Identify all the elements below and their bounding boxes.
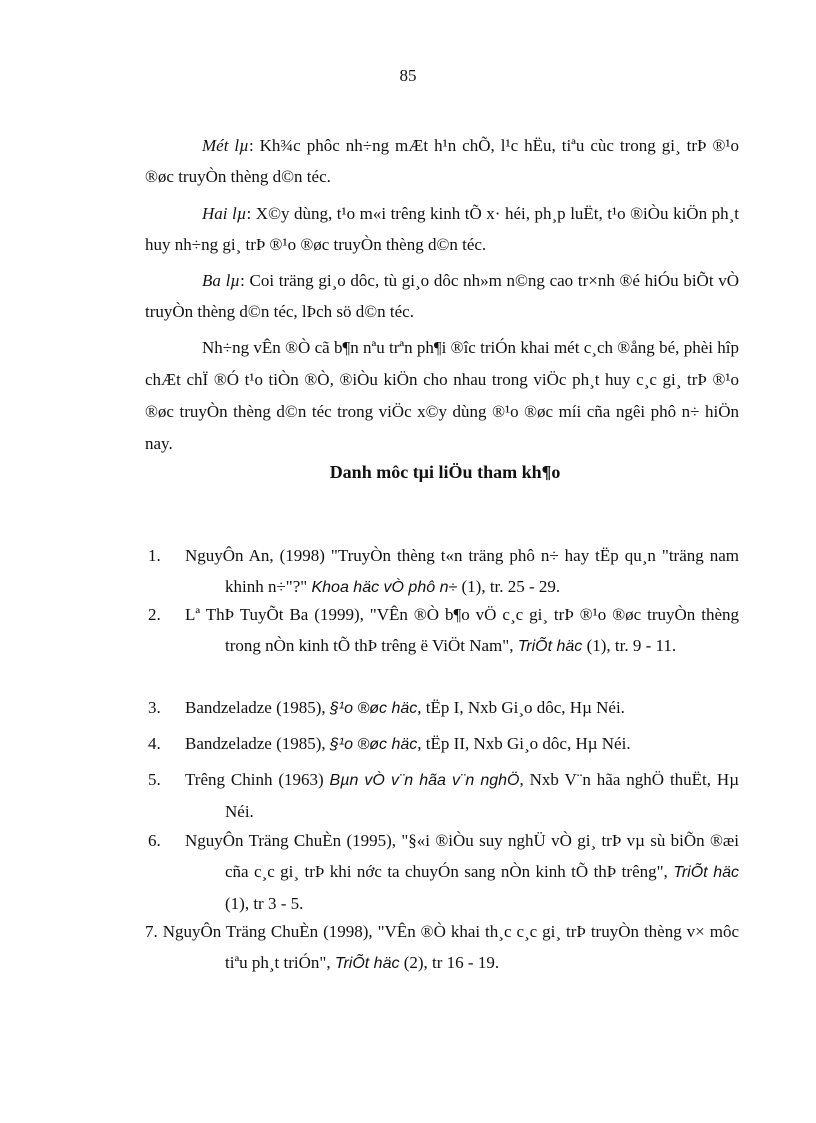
paragraph-lead: Ba lµ bbox=[202, 271, 241, 290]
reference-number: 2. bbox=[148, 605, 161, 624]
reference-number: 6. bbox=[148, 831, 161, 850]
reference-item bbox=[145, 692, 739, 724]
page-number: 85 bbox=[399, 66, 417, 85]
reference-text bbox=[185, 692, 739, 724]
references-heading: Danh môc tµi liÖu tham kh¶o bbox=[329, 462, 561, 482]
reference-pages: , tËp I, Nxb Gi¸o dôc, Hµ Néi. bbox=[417, 698, 625, 717]
reference-citation: Bandzeladze (1985), bbox=[185, 698, 330, 717]
reference-source-title: TriÕt häc bbox=[334, 955, 400, 972]
paragraph-lead: Hai lµ bbox=[202, 204, 247, 223]
reference-source-title: Bµn vÒ v¨n hãa v¨n nghÖ bbox=[329, 772, 520, 789]
reference-text bbox=[145, 916, 739, 979]
reference-pages: (2), tr 16 - 19. bbox=[399, 953, 500, 972]
reference-pages: (1), tr 3 - 5. bbox=[225, 894, 304, 913]
reference-text bbox=[185, 728, 739, 760]
paragraph-point-one bbox=[145, 130, 739, 192]
reference-citation: NguyÔn Träng ChuÈn (1995), "§«i ®iÒu suy nghÜ vÒ gi¸ trÞ vµ sù biÕn ®æi cña c¸c gi¸ trÞ khi nớc ta chuyÓn sang nÒn kinh tÕ thÞ trêng", bbox=[185, 831, 739, 881]
reference-source-title: TriÕt häc bbox=[673, 864, 740, 881]
reference-item bbox=[145, 825, 739, 919]
reference-citation: Trêng Chinh (1963) bbox=[185, 770, 330, 789]
reference-item bbox=[145, 764, 739, 827]
reference-number: 4. bbox=[148, 734, 161, 753]
reference-source-title: §¹o ®øc häc bbox=[329, 736, 418, 753]
reference-item bbox=[145, 540, 739, 603]
reference-pages: , tËp II, Nxb Gi¸o dôc, Hµ Néi. bbox=[417, 734, 631, 753]
paragraph-text: : X©y dùng, t¹o m«i trêng kinh tÕ x· héi, ph¸p luËt, t¹o ®iÒu kiÖn ph¸t huy nh÷ng gi¸ trÞ ®¹o ®øc truyÒn thèng d©n téc. bbox=[145, 204, 739, 254]
reference-citation: Bandzeladze (1985), bbox=[185, 734, 330, 753]
paragraph-text: Nh÷ng vÊn ®Ò cã b¶n nªu trªn ph¶i ®îc triÓn khai mét c¸ch ®ång bé, phèi hîp chÆt chÏ ®Ó t¹o tiÒn ®Ò, ®iÒu kiÖn cho nhau trong viÖc ph¸t huy c¸c gi¸ trÞ ®¹o ®øc truyÒn thèng d©n téc trong viÖc x©y dùng ®¹o ®øc míi cña ngêi phô n÷ hiÖn nay. bbox=[145, 338, 739, 453]
reference-item bbox=[145, 916, 739, 979]
reference-source-title: TriÕt häc bbox=[517, 638, 583, 655]
reference-item bbox=[145, 599, 739, 662]
reference-citation: Lª ThÞ TuyÕt Ba (1999), "VÊn ®Ò b¶o vÖ c¸c gi¸ trÞ ®¹o ®øc truyÒn thèng trong nÒn kinh tÕ thÞ trêng ë ViÖt Nam", bbox=[185, 605, 739, 655]
reference-number: 3. bbox=[148, 698, 161, 717]
paragraph-point-two bbox=[145, 198, 739, 260]
reference-number: 1. bbox=[148, 546, 161, 565]
reference-item bbox=[145, 728, 739, 760]
paragraph-conclusion bbox=[145, 332, 739, 460]
reference-source-title: Khoa häc vÒ phô n÷ bbox=[311, 579, 458, 596]
reference-number: 5. bbox=[148, 770, 161, 789]
reference-text bbox=[185, 540, 739, 603]
paragraph-lead: Mét lµ bbox=[202, 136, 249, 155]
reference-source-title: §¹o ®øc häc bbox=[329, 700, 418, 717]
reference-text bbox=[185, 825, 740, 919]
reference-text bbox=[185, 599, 739, 662]
paragraph-point-three bbox=[145, 265, 739, 327]
reference-citation: NguyÔn An, (1998) "TruyÒn thèng t«n träng phô n÷ hay tËp qu¸n "träng nam khinh n÷"?" bbox=[185, 546, 739, 596]
reference-pages: (1), tr. 25 - 29. bbox=[457, 577, 561, 596]
paragraph-text: : Kh¾c phôc nh÷ng mÆt h¹n chÕ, l¹c hËu, tiªu cùc trong gi¸ trÞ ®¹o ®øc truyÒn thèng d©n téc. bbox=[145, 136, 739, 186]
reference-text bbox=[185, 764, 739, 827]
paragraph-text: : Coi träng gi¸o dôc, tù gi¸o dôc nh»m n©ng cao tr×nh ®é hiÓu biÕt vÒ truyÒn thèng d©n téc, lÞch sö d©n téc. bbox=[145, 271, 739, 321]
reference-pages: , Nxb V¨n hãa nghÖ thuËt, Hµ Néi. bbox=[225, 770, 739, 821]
reference-citation: 7. NguyÔn Träng ChuÈn (1998), "VÊn ®Ò khai th¸c c¸c gi¸ trÞ truyÒn thèng v× môc tiªu ph¸t triÓn", bbox=[145, 922, 739, 972]
reference-pages: (1), tr. 9 - 11. bbox=[582, 636, 677, 655]
